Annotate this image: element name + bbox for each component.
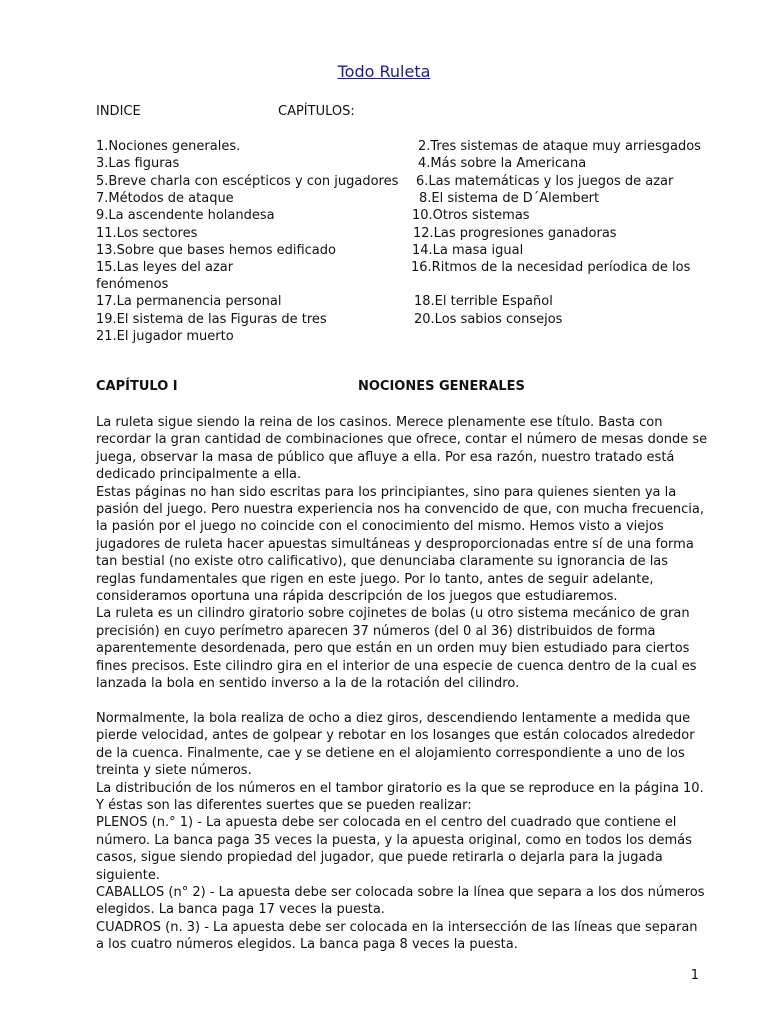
toc-item-7[interactable]: 7.Métodos de ataque [96,191,234,206]
toc-item-21[interactable]: 21.El jugador muerto [96,329,234,344]
toc-item-17[interactable]: 17.La permanencia personal [96,294,282,309]
paragraph: PLENOS (n.° 1) - La apuesta debe ser colocada en el centro del cuadrado que contiene el número. La banca paga 35 veces la puesta, y la apuesta original, como en todos los demás casos, sigue siendo propiedad del jugador, que puede retirarla o dejarla para la jugada siguiente. [96,815,692,883]
chapter-body [96,414,708,954]
page-number: 1 [690,968,699,983]
paragraph: CABALLOS (n° 2) - La apuesta debe ser colocada sobre la línea que separa a los dos números elegidos. La banca paga 17 veces la puesta. [96,884,705,918]
paragraph: Normalmente, la bola realiza de ocho a diez giros, descendiendo lentamente a medida que pierde velocidad, antes de golpear y rebotar en los losanges que están colocados alrededor de la cuenca. Finalmente, cae y se detiene en el alojamiento correspondiente a uno de los treinta y siete números. [96,710,695,779]
toc-item-6[interactable]: 6.Las matemáticas y los juegos de azar [416,173,674,189]
paragraph: La ruleta sigue siendo la reina de los casinos. Merece plenamente ese título. Basta con recordar la gran cantidad de combinaciones que ofrece, contar el número de mesas donde se juega, observar la masa de público que afluye a ella. Por esa razón, nuestro tratado está dedicado principalmente a ella. [96,415,708,483]
toc-item-11[interactable]: 11.Los sectores [96,225,198,241]
chapter-title: NOCIONES GENERALES [358,379,525,394]
toc-item-8[interactable]: 8.El sistema de D´Alembert [419,191,600,206]
toc-item-1[interactable]: 1.Nociones generales. [96,139,241,154]
paragraph: Estas páginas no han sido escritas para los principiantes, sino para quienes sienten ya la pasión del juego. Pero nuestra experiencia nos ha convencido de que, con mucha frecuencia, la pasión por el juego no coincide con el conocimiento del mismo. Hemos visto a viejos jugadores de ruleta hacer apuestas simultáneas y desproporcionadas entre sí de una forma tan bestial (no existe otro calificativo), que denunciaba claramente su ignorancia de las reglas fundamentales que rigen en este juego. Por lo tanto, antes de seguir adelante, consideramos oportuna una rápida descripción de los juegos que estudiaremos. [96,484,705,605]
table-of-contents [96,138,716,348]
toc-item-10[interactable]: 10.Otros sistemas [412,208,530,223]
index-header [96,103,696,121]
chapter-heading [96,378,716,396]
document-title: Todo Ruleta [337,62,431,81]
toc-item-3[interactable]: 3.Las figuras [96,156,180,171]
toc-item-20[interactable]: 20.Los sabios consejos [414,312,563,327]
toc-item-14[interactable]: 14.La masa igual [412,243,524,258]
paragraph: La ruleta es un cilindro giratorio sobre cojinetes de bolas (u otro sistema mecánico de gran precisión) en cuyo perímetro aparecen 37 números (del 0 al 36) distribuidos de forma aparentemente desordenada, pero que están en un orden muy bien estudiado para ciertos fines precisos. Este cilindro gira en el interior de una especie de cuenca dentro de la cual es lanzada la bola en sentido inverso a la de la rotación del cilindro. [96,606,697,692]
toc-item-15[interactable]: 15.Las leyes del azar [96,260,234,275]
toc-item-12[interactable]: 12.Las progresiones ganadoras [413,225,617,241]
paragraph: La distribución de los números en el tambor giratorio es la que se reproduce en la página 10. [96,780,704,796]
toc-item-19[interactable]: 19.El sistema de las Figuras de tres [96,312,327,327]
toc-item-4[interactable]: 4.Más sobre la Americana [418,156,587,171]
index-label: INDICE [96,104,141,119]
toc-item-5[interactable]: 5.Breve charla con escépticos y con jugadores [96,173,399,189]
toc-item-2[interactable]: 2.Tres sistemas de ataque muy arriesgados [418,139,701,154]
chapter-number: CAPÍTULO I [96,379,178,394]
toc-item-16[interactable]: 16.Ritmos de la necesidad períodica de los fenómenos [96,260,691,293]
paragraph: Y éstas son las diferentes suertes que se pueden realizar: [96,797,472,813]
paragraph: CUADROS (n. 3) - La apuesta debe ser colocada en la intersección de las líneas que separan a los cuatro números elegidos. La banca paga 8 veces la puesta. [96,919,698,953]
toc-item-18[interactable]: 18.El terrible Español [414,294,553,309]
chapters-label: CAPÍTULOS: [278,104,355,119]
toc-item-13[interactable]: 13.Sobre que bases hemos edificado [96,243,336,258]
toc-item-9[interactable]: 9.La ascendente holandesa [96,208,275,223]
